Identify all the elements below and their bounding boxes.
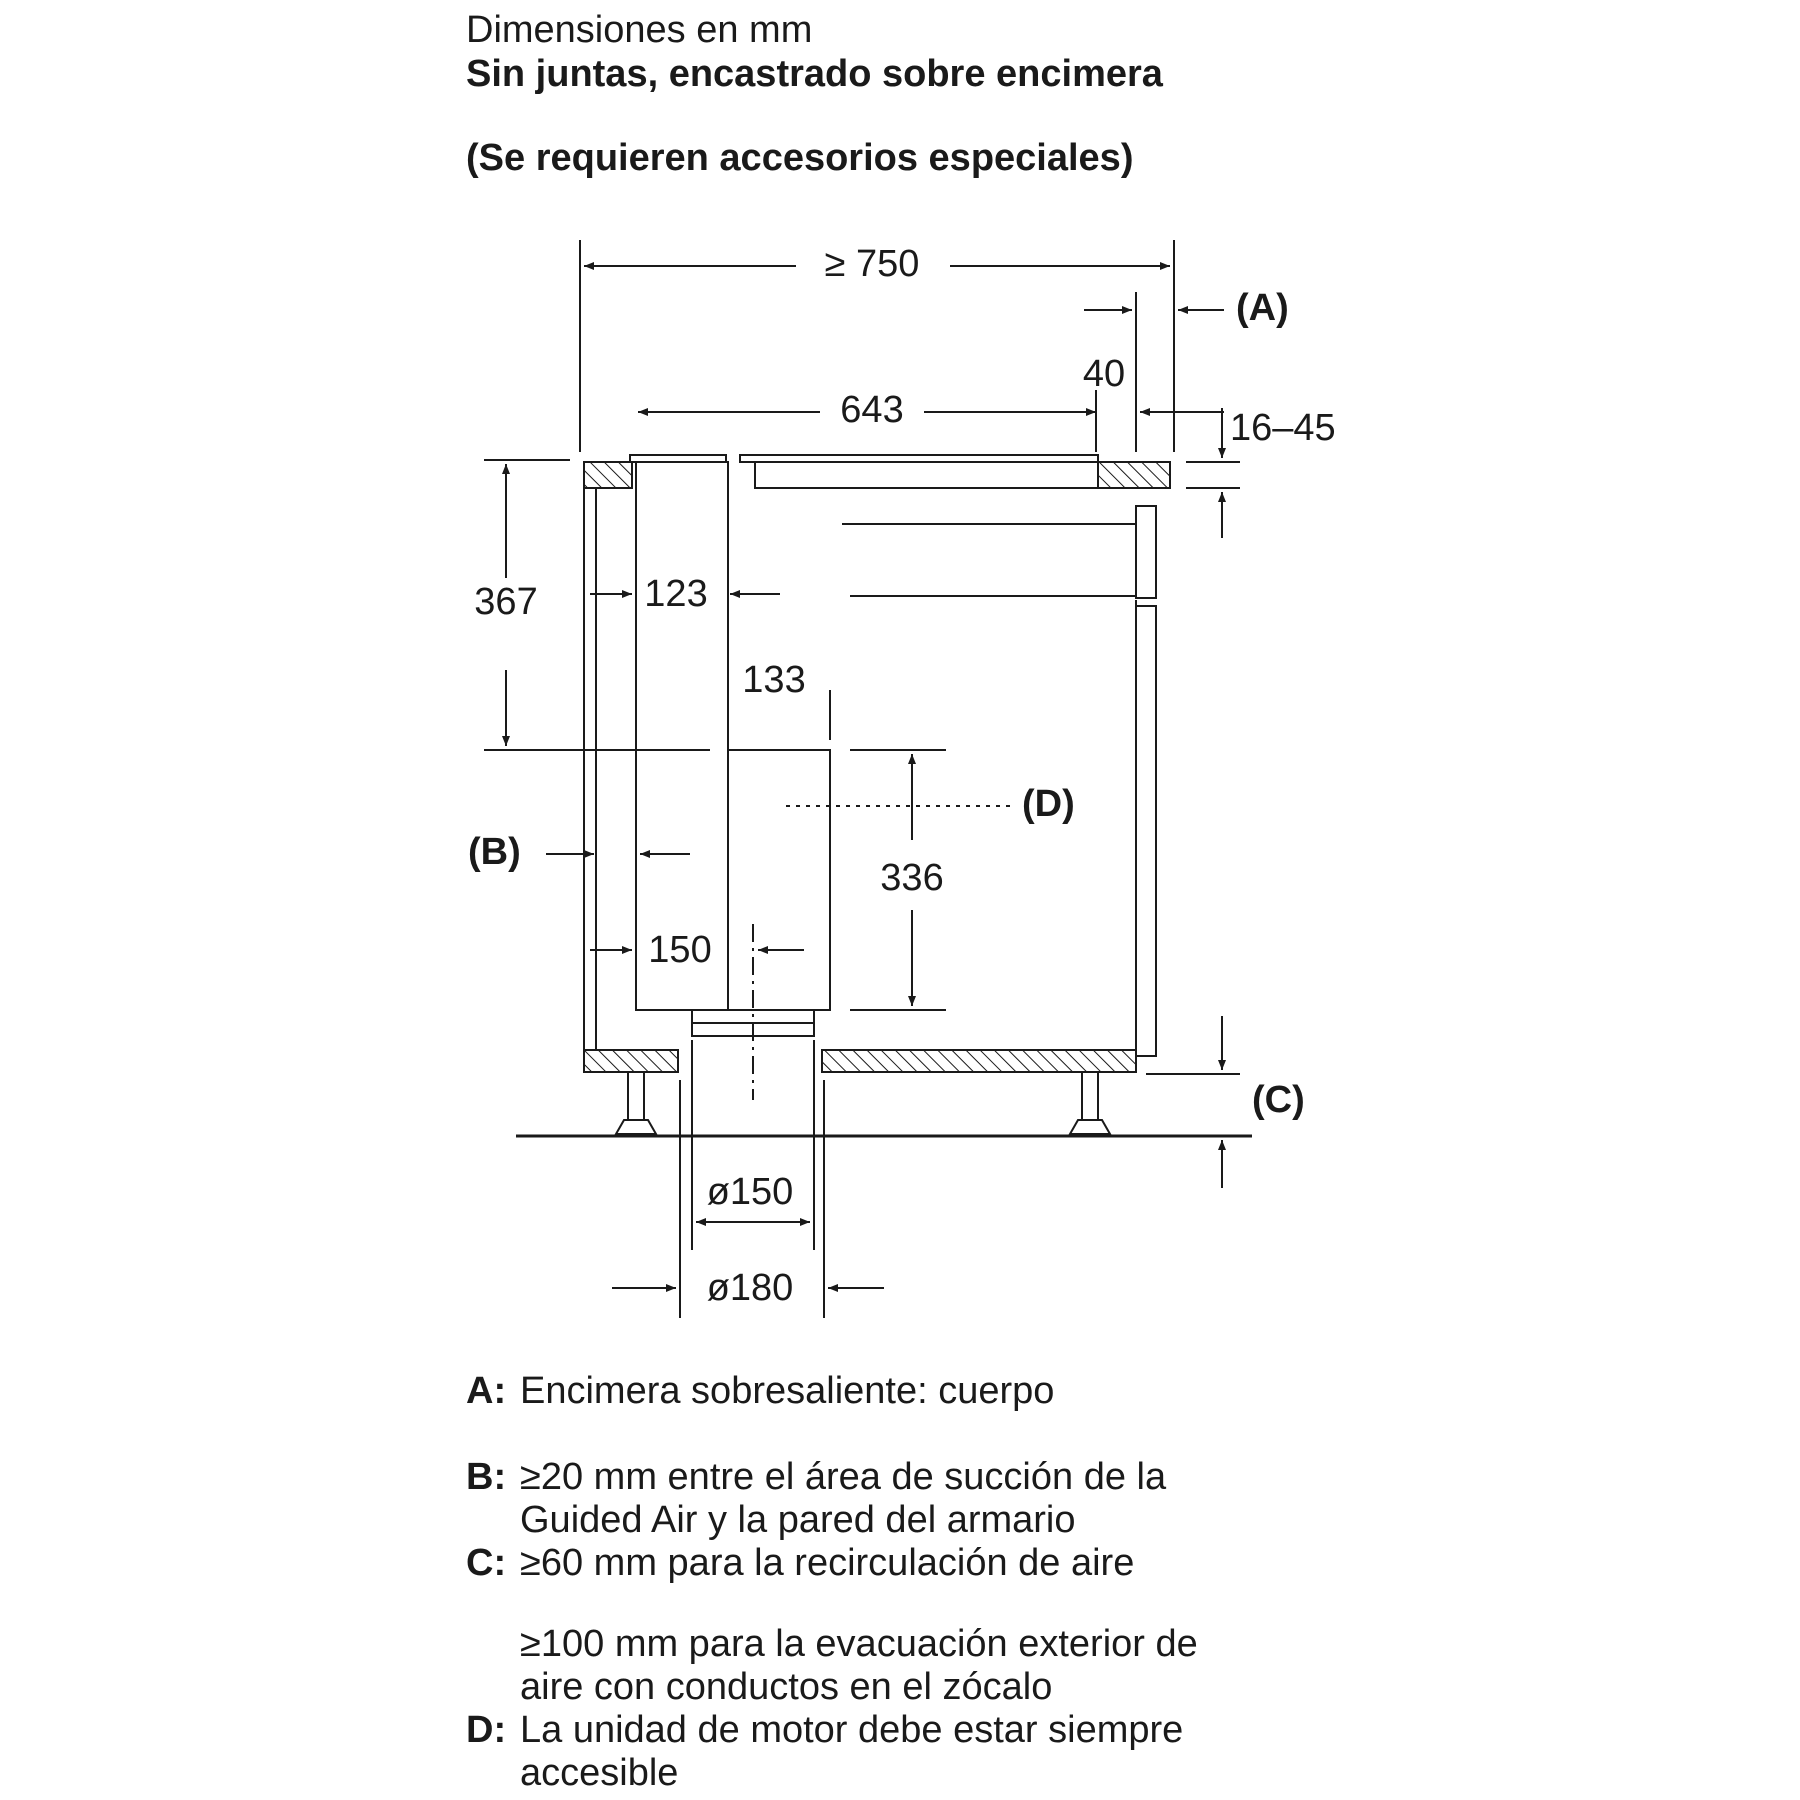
legend-key: D: xyxy=(466,1709,507,1751)
dim-123: 123 xyxy=(644,573,708,615)
motor-unit xyxy=(728,750,830,1010)
legend xyxy=(466,1370,1198,1795)
legend-text: aire con conductos en el zócalo xyxy=(520,1666,1053,1708)
cooktop-glass-right xyxy=(740,455,1098,462)
dim-40: 40 xyxy=(1082,353,1126,395)
legend-text: Encimera sobresaliente: cuerpo xyxy=(520,1370,1055,1412)
legend-key: A: xyxy=(466,1370,507,1412)
legend-item-c xyxy=(466,1542,1198,1709)
legend-text: Guided Air y la pared del armario xyxy=(520,1499,1076,1541)
cabinet-side-wall xyxy=(584,488,596,1050)
legend-key: B: xyxy=(466,1456,507,1498)
dim-o150: ø150 xyxy=(706,1171,794,1213)
legend-item-d xyxy=(466,1709,1198,1795)
cabinet-bottom-left xyxy=(584,1050,678,1072)
legend-text: La unidad de motor debe estar siempre xyxy=(520,1709,1184,1751)
legend-text: ≥60 mm para la recirculación de aire xyxy=(520,1542,1135,1584)
leg-left xyxy=(616,1072,656,1134)
legend-item-b xyxy=(466,1456,1198,1542)
legend-text: ≥100 mm para la evacuación exterior de xyxy=(520,1623,1198,1665)
title-note: (Se requieren accesorios especiales) xyxy=(466,137,1134,179)
countertop-right xyxy=(1098,462,1170,488)
legend-text: accesible xyxy=(520,1752,679,1794)
dim-367: 367 xyxy=(474,581,538,623)
cooktop-glass-left xyxy=(630,455,726,462)
drawer-front-lower xyxy=(1136,606,1156,1056)
label-C: (C) xyxy=(1252,1079,1305,1121)
label-D: (D) xyxy=(1022,783,1075,825)
legend-item-a xyxy=(466,1370,1198,1413)
cabinet-bottom-right xyxy=(822,1050,1136,1072)
cooktop-body xyxy=(755,462,1098,488)
subtitle-units: Dimensiones en mm xyxy=(466,9,813,51)
dim-643: 643 xyxy=(840,389,904,431)
leg-right xyxy=(1070,1072,1110,1134)
dim-150: 150 xyxy=(648,929,712,971)
dim-336: 336 xyxy=(880,857,944,899)
drawer-front-upper xyxy=(1136,506,1156,598)
guided-air-duct xyxy=(636,462,728,1010)
label-A: (A) xyxy=(1236,287,1289,329)
page-title: Sin juntas, encastrado sobre encimera xyxy=(466,53,1163,95)
label-B: (B) xyxy=(468,831,521,873)
dim-o180: ø180 xyxy=(706,1267,794,1309)
legend-text: ≥20 mm entre el área de succión de la xyxy=(520,1456,1167,1498)
legend-key: C: xyxy=(466,1542,507,1584)
countertop-left xyxy=(584,462,632,488)
dim-16-45: 16–45 xyxy=(1230,407,1336,449)
dim-133: 133 xyxy=(742,659,806,701)
dim-750: ≥ 750 xyxy=(824,243,920,285)
